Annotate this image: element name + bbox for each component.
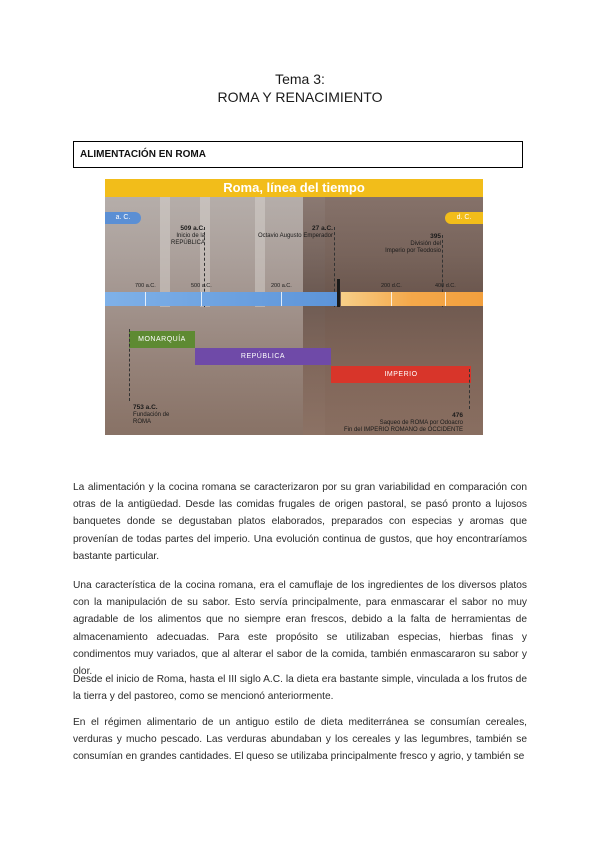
axis-tick (201, 292, 202, 306)
axis-before-christ (105, 292, 337, 306)
event-year: 27 a.C. (312, 225, 333, 232)
page-title: ROMA Y RENACIMIENTO (217, 89, 383, 105)
event-marker (375, 233, 441, 255)
event-year: 509 a.C. (180, 225, 205, 232)
event-year: 476 (452, 412, 463, 419)
axis-tick (145, 292, 146, 306)
event-text: Octavio Augusto Emperador (257, 233, 333, 239)
event-line (469, 369, 470, 409)
column-decoration (160, 197, 170, 307)
period-imperio: IMPERIO (331, 366, 471, 383)
period-republica: REPÚBLICA (195, 348, 331, 365)
event-year: 395 (430, 233, 441, 240)
event-marker (301, 412, 463, 434)
event-text: Inicio de la (176, 233, 205, 239)
era-after-christ: d. C. (445, 212, 483, 224)
event-text: Fundación de (133, 412, 170, 418)
event-text: Saqueo de ROMA por Odoacro (379, 420, 463, 426)
event-text: Fin del IMPERIO ROMANO de OCCIDENTE (343, 427, 463, 433)
axis-after-christ (341, 292, 483, 306)
event-text: ROMA (133, 419, 151, 425)
figure-title: Roma, línea del tiempo (105, 179, 483, 197)
year-zero-marker (337, 279, 340, 307)
section-heading: ALIMENTACIÓN EN ROMA (73, 141, 523, 168)
axis-tick (391, 292, 392, 306)
event-marker (135, 225, 205, 247)
paragraph: La alimentación y la cocina romana se caracterizaron por su gran variabilidad en comparación con otras de la antigüedad. Desde las comidas frugales de origen pastoral, se pasó pronto a lujosos banquetes donde se degustaban platos elaborados, preparados con especias y aromas que provenían de todas partes del imperio. Una evolución continua de gustos, que hoy encontraríamos bastante particular. (73, 482, 527, 562)
event-marker (223, 225, 333, 240)
topic-label: Tema 3: (275, 71, 325, 87)
paragraph: Desde el inicio de Roma, hasta el III siglo A.C. la dieta era bastante simple, vinculada a los frutos de la tierra y del pastoreo, como se mencionó anteriormente. (73, 674, 527, 703)
event-marker (133, 404, 203, 426)
event-year: 753 a.C. (133, 404, 158, 411)
tick-label: 400 d.C. (435, 283, 456, 289)
tick-label: 200 a.C. (271, 283, 292, 289)
column-decoration (255, 197, 265, 307)
event-text: REPÚBLICA (170, 240, 205, 246)
timeline-figure (105, 179, 483, 435)
event-text: Imperio por Teodosio (385, 248, 441, 254)
paragraph: En el régimen alimentario de un antiguo estilo de dieta mediterránea se consumían cereales, verduras y mucho pescado. Las verduras abundaban y los cereales y las legumbres, también se consumían en grandes cantidades. El queso se utilizaba principalmente fresco y agrio, y también se (73, 717, 527, 763)
tick-label: 500 a.C. (191, 283, 212, 289)
column-decoration (200, 197, 210, 307)
tick-label: 700 a.C. (135, 283, 156, 289)
event-line (129, 329, 130, 401)
axis-tick (281, 292, 282, 306)
event-text: División del (410, 241, 441, 247)
axis-tick (445, 292, 446, 306)
period-monarquia: MONARQUÍA (129, 331, 195, 348)
paragraph: Una característica de la cocina romana, era el camuflaje de los ingredientes de los diversos platos con la manipulación de su sabor. Esto servía principalmente, para enmascarar el sabor no muy agradable de los alimentos que no siempre eran frescos, debido a la falta de herramientas de almacenamiento adecuadas. Para este propósito se utilizaban especias, hierbas finas y condimentos muy variados, que al alterar el sabor de la comida, también enmascararon su sabor y olor. (73, 580, 527, 678)
era-before-christ: a. C. (105, 212, 141, 224)
tick-label: 200 d.C. (381, 283, 402, 289)
